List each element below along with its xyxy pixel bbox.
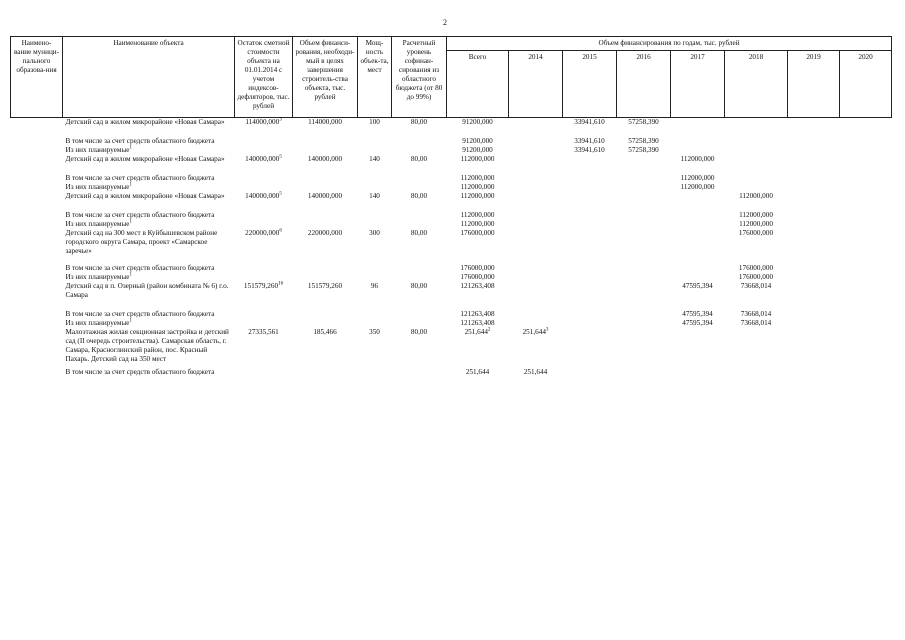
cofinancing-level: 80,00 <box>410 328 428 336</box>
empty-cell <box>788 368 840 389</box>
header-row <box>11 37 892 51</box>
header-funding-group: Объем финансирования по годам, тыс. рублей <box>447 37 892 51</box>
object-name: Детский сад в п. Озерный (район комбината № 6) г.о. Самара <box>65 282 229 299</box>
amount-2018 <box>725 146 788 155</box>
amount-2015: 33941,610 <box>574 146 605 154</box>
cofinancing-level <box>392 264 447 273</box>
empty-cell <box>788 220 840 229</box>
remaining-cost: 27335,561 <box>248 328 279 336</box>
amount-2017 <box>671 137 725 146</box>
amount-2014: 251,644 <box>523 368 548 376</box>
amount-2014 <box>509 146 563 155</box>
cofinancing-level <box>392 319 447 328</box>
funding-volume <box>293 264 358 273</box>
amount-2015 <box>563 192 617 211</box>
empty-cell <box>788 137 840 146</box>
header-municipality: Наимено-вание муници-пального образова-ния <box>11 37 63 118</box>
remaining-cost: 114000,000$^3$ <box>245 117 282 126</box>
amount-2014 <box>509 155 563 174</box>
header-year: 2014 <box>509 51 563 118</box>
cofinancing-level <box>392 137 447 146</box>
cofinancing-level <box>392 146 447 155</box>
table-body <box>11 118 892 390</box>
amount-2016: 57258,390 <box>628 118 659 126</box>
amount-2016 <box>617 229 671 264</box>
amount-2018 <box>725 328 788 368</box>
funding-volume <box>293 211 358 220</box>
cofinancing-level: 80,00 <box>410 155 428 163</box>
amount-2016 <box>617 211 671 220</box>
object-name: В том числе за счет средств областного бюджета <box>65 264 215 272</box>
footnote-ref: 16 <box>278 281 284 287</box>
empty-cell <box>11 118 63 138</box>
amount-2015 <box>563 273 617 282</box>
footnote-ref: 1 <box>129 145 132 151</box>
empty-cell <box>840 192 892 211</box>
amount-2016 <box>617 174 671 183</box>
remaining-cost <box>235 211 293 220</box>
remaining-cost <box>235 183 293 192</box>
total-amount: 251,644 <box>465 368 490 376</box>
amount-2017: 47595,394 <box>682 310 713 318</box>
amount-2017 <box>671 273 725 282</box>
table-row <box>11 310 892 319</box>
amount-2017 <box>671 146 725 155</box>
amount-2015 <box>563 174 617 183</box>
capacity: 100 <box>369 118 380 126</box>
remaining-cost: 151579,260$^{16}$ <box>243 281 284 290</box>
amount-2018: 112000,000 <box>739 192 773 200</box>
empty-cell <box>788 146 840 155</box>
empty-cell <box>840 155 892 174</box>
empty-cell <box>840 220 892 229</box>
empty-cell <box>11 211 63 220</box>
funding-volume: 114000,000 <box>308 118 342 126</box>
empty-cell <box>11 310 63 319</box>
amount-2015: 33941,610 <box>574 137 605 145</box>
empty-cell <box>11 174 63 183</box>
footnote-ref: 3 <box>545 327 549 333</box>
empty-cell <box>11 220 63 229</box>
remaining-cost <box>235 146 293 155</box>
empty-cell <box>840 211 892 220</box>
amount-2018 <box>725 118 788 138</box>
footnote-ref: 5 <box>279 154 282 160</box>
remaining-cost <box>235 137 293 146</box>
cofinancing-level: 80,00 <box>410 229 428 237</box>
capacity <box>358 368 392 389</box>
amount-2015 <box>563 328 617 368</box>
footnote-ref: 2 <box>487 327 491 333</box>
amount-2015 <box>563 282 617 310</box>
funding-volume: 185,466 <box>313 328 337 336</box>
amount-2014 <box>509 137 563 146</box>
header-volume: Объем финанси-рования, необходи-мый в целях завершения строитель-ства объекта, тыс. рублей <box>293 37 358 118</box>
empty-cell <box>840 137 892 146</box>
cofinancing-level <box>392 174 447 183</box>
amount-2015 <box>563 229 617 264</box>
table-row <box>11 328 892 368</box>
header-level: Расчетный уровень софинан-сирования из областного бюджета (от 80 до 99%) <box>392 37 447 118</box>
empty-cell <box>11 319 63 328</box>
funding-volume: 140000,000 <box>307 192 343 200</box>
amount-2016 <box>617 310 671 319</box>
amount-2015 <box>563 319 617 328</box>
header-year: 2015 <box>563 51 617 118</box>
amount-2016: 57258,390 <box>628 146 659 154</box>
amount-2015 <box>563 368 617 389</box>
amount-2018 <box>725 137 788 146</box>
object-name: Детский сад в жилом микрорайоне «Новая Самара» <box>65 155 225 163</box>
header-year: 2018 <box>725 51 788 118</box>
total-amount: 112000,000 <box>460 174 495 182</box>
table-row <box>11 273 892 282</box>
amount-2016 <box>617 155 671 174</box>
footnote-ref: 6 <box>279 228 282 234</box>
empty-cell <box>840 118 892 138</box>
object-name: Малоэтажная жилая секционная застройка и детский сад (II очередь строительства). Самарская область, г. Самара, Красноглинский район, пос. Красный Пахарь. Детский сад на 350 мест <box>65 328 229 363</box>
empty-cell <box>788 229 840 264</box>
amount-2015 <box>563 211 617 220</box>
total-amount: 121263,408 <box>460 319 495 327</box>
amount-2017 <box>671 192 725 211</box>
amount-2018 <box>725 368 788 389</box>
capacity <box>358 183 392 192</box>
empty-cell <box>788 183 840 192</box>
empty-cell <box>840 328 892 368</box>
empty-cell <box>11 137 63 146</box>
amount-2016 <box>617 273 671 282</box>
footnote-ref: 1 <box>129 182 132 188</box>
object-name: В том числе за счет средств областного бюджета <box>65 174 215 182</box>
amount-2018: 73668,014 <box>740 282 772 290</box>
total-amount: 176000,000 <box>460 273 495 281</box>
remaining-cost <box>235 368 293 389</box>
amount-2014: 251,644$^3$ <box>522 327 549 336</box>
capacity <box>358 319 392 328</box>
amount-2014 <box>509 118 563 138</box>
footnote-ref: 3 <box>279 117 282 123</box>
empty-cell <box>788 328 840 368</box>
empty-cell <box>840 368 892 389</box>
amount-2014 <box>509 310 563 319</box>
amount-2017 <box>671 328 725 368</box>
amount-2017 <box>671 229 725 264</box>
table-row <box>11 174 892 183</box>
total-amount: 112000,000 <box>460 183 495 191</box>
object-name: Из них планируемые$^1$ <box>65 145 132 154</box>
table-row <box>11 146 892 155</box>
amount-2016 <box>617 282 671 310</box>
empty-cell <box>11 155 63 174</box>
amount-2017 <box>671 368 725 389</box>
funding-volume <box>293 310 358 319</box>
amount-2017: 47595,394 <box>682 282 713 290</box>
header-year: 2017 <box>671 51 725 118</box>
funding-volume <box>293 174 358 183</box>
amount-2014 <box>509 220 563 229</box>
amount-2018: 73668,014 <box>740 319 772 327</box>
amount-2018 <box>725 174 788 183</box>
total-amount: 121263,408 <box>460 282 495 290</box>
empty-cell <box>11 368 63 389</box>
object-name: Из них планируемые$^1$ <box>65 182 132 191</box>
amount-2018: 73668,014 <box>740 310 772 318</box>
remaining-cost: 140000,000$^5$ <box>245 154 282 163</box>
funding-volume <box>293 319 358 328</box>
amount-2017 <box>671 264 725 273</box>
object-name: В том числе за счет средств областного бюджета <box>65 368 215 376</box>
empty-cell <box>788 273 840 282</box>
capacity <box>358 273 392 282</box>
amount-2014 <box>509 229 563 264</box>
amount-2017: 112000,000 <box>680 155 715 163</box>
funding-volume <box>293 146 358 155</box>
remaining-cost <box>235 319 293 328</box>
empty-cell <box>11 282 63 310</box>
amount-2016 <box>617 192 671 211</box>
funding-volume: 220000,000 <box>307 229 343 237</box>
amount-2014 <box>509 282 563 310</box>
amount-2017 <box>671 211 725 220</box>
amount-2015 <box>563 220 617 229</box>
header-year: 2019 <box>788 51 840 118</box>
total-amount: 176000,000 <box>460 264 495 272</box>
header-year: 2016 <box>617 51 671 118</box>
amount-2017: 47595,394 <box>682 319 713 327</box>
capacity: 96 <box>370 282 379 290</box>
object-name: Детский сад в жилом микрорайоне «Новая Самара» <box>65 118 225 126</box>
amount-2018 <box>725 183 788 192</box>
funding-table <box>10 36 892 389</box>
capacity <box>358 174 392 183</box>
table-row <box>11 229 892 264</box>
capacity: 140 <box>369 155 380 163</box>
cofinancing-level: 80,00 <box>410 118 428 126</box>
table-row <box>11 220 892 229</box>
amount-2018: 176000,000 <box>738 273 774 281</box>
empty-cell <box>788 118 840 138</box>
amount-2016 <box>617 328 671 368</box>
remaining-cost: 140000,000$^5$ <box>245 191 282 200</box>
cofinancing-level <box>392 368 447 389</box>
cofinancing-level <box>392 220 447 229</box>
empty-cell <box>788 310 840 319</box>
object-name: Из них планируемые$^1$ <box>65 272 132 281</box>
cofinancing-level <box>392 183 447 192</box>
funding-volume <box>293 368 358 389</box>
empty-cell <box>788 282 840 310</box>
page-number: 2 <box>443 18 447 27</box>
empty-cell <box>11 183 63 192</box>
amount-2017: 112000,000 <box>680 183 715 191</box>
funding-volume <box>293 183 358 192</box>
remaining-cost <box>235 174 293 183</box>
amount-2016 <box>617 220 671 229</box>
total-amount: 91200,000 <box>462 137 493 145</box>
object-name: Из них планируемые$^1$ <box>65 219 132 228</box>
empty-cell <box>788 174 840 183</box>
table-row <box>11 183 892 192</box>
capacity: 140 <box>369 192 380 200</box>
footnote-ref: 5 <box>279 191 282 197</box>
header-object: Наименование объекта <box>63 37 235 118</box>
amount-2018: 176000,000 <box>738 229 774 237</box>
capacity <box>358 211 392 220</box>
object-name: Детский сад на 300 мест в Куйбышевском районе городского округа Самара, проект «Самарское заречье» <box>65 229 218 255</box>
funding-volume <box>293 137 358 146</box>
remaining-cost <box>235 273 293 282</box>
empty-cell <box>11 328 63 368</box>
amount-2016 <box>617 183 671 192</box>
remaining-cost <box>235 220 293 229</box>
amount-2016 <box>617 264 671 273</box>
remaining-cost <box>235 310 293 319</box>
total-amount: 91200,000 <box>462 146 493 154</box>
empty-cell <box>840 273 892 282</box>
total-amount: 91200,000 <box>462 118 493 126</box>
empty-cell <box>11 264 63 273</box>
cofinancing-level <box>392 211 447 220</box>
amount-2015 <box>563 155 617 174</box>
table-row <box>11 282 892 310</box>
amount-2014 <box>509 211 563 220</box>
amount-2015 <box>563 264 617 273</box>
object-name: Из них планируемые$^1$ <box>65 318 132 327</box>
capacity: 350 <box>369 328 380 336</box>
empty-cell <box>840 264 892 273</box>
amount-2014 <box>509 192 563 211</box>
funding-volume: 151579,260 <box>307 282 343 290</box>
empty-cell <box>840 183 892 192</box>
object-name: В том числе за счет средств областного бюджета <box>65 137 215 145</box>
empty-cell <box>11 229 63 264</box>
empty-cell <box>788 211 840 220</box>
table-row <box>11 368 892 389</box>
amount-2014 <box>509 183 563 192</box>
amount-2014 <box>509 319 563 328</box>
table-row <box>11 211 892 220</box>
header-remaining: Остаток сметной стоимости объекта на 01.01.2014 с учетом индексов-дефляторов, тыс. рублей <box>235 37 293 118</box>
amount-2016: 57258,390 <box>628 137 659 145</box>
total-amount: 251,644$^2$ <box>464 327 491 336</box>
table-row <box>11 192 892 211</box>
amount-2015 <box>563 310 617 319</box>
cofinancing-level: 80,00 <box>410 192 428 200</box>
total-amount: 112000,000 <box>460 155 495 163</box>
object-name: Детский сад в жилом микрорайоне «Новая Самара» <box>65 192 225 200</box>
footnote-ref: 1 <box>129 318 132 324</box>
empty-cell <box>788 155 840 174</box>
total-amount: 112000,000 <box>460 192 495 200</box>
cofinancing-level <box>392 310 447 319</box>
table-row <box>11 137 892 146</box>
empty-cell <box>788 264 840 273</box>
amount-2018: 112000,000 <box>739 211 773 219</box>
empty-cell <box>840 174 892 183</box>
object-name: В том числе за счет средств областного бюджета <box>65 310 215 318</box>
funding-volume: 140000,000 <box>307 155 343 163</box>
amount-2015: 33941,610 <box>574 118 605 126</box>
empty-cell <box>840 319 892 328</box>
header-year: Всего <box>447 51 509 118</box>
table-row <box>11 118 892 138</box>
amount-2018: 176000,000 <box>738 264 774 272</box>
empty-cell <box>788 192 840 211</box>
cofinancing-level <box>392 273 447 282</box>
header-capacity: Мощ-ность объек-та, мест <box>358 37 392 118</box>
funding-volume <box>293 273 358 282</box>
total-amount: 121263,408 <box>460 310 495 318</box>
amount-2014 <box>509 174 563 183</box>
table-row <box>11 155 892 174</box>
table-row <box>11 319 892 328</box>
capacity <box>358 310 392 319</box>
amount-2014 <box>509 273 563 282</box>
object-name: В том числе за счет средств областного бюджета <box>65 211 215 219</box>
remaining-cost: 220000,000$^6$ <box>245 228 282 237</box>
total-amount: 176000,000 <box>460 229 495 237</box>
total-amount: 112000,000 <box>460 211 495 219</box>
table-row <box>11 264 892 273</box>
amount-2016 <box>617 319 671 328</box>
empty-cell <box>11 273 63 282</box>
empty-cell <box>840 310 892 319</box>
amount-2014 <box>509 264 563 273</box>
amount-2018 <box>725 155 788 174</box>
empty-cell <box>11 146 63 155</box>
header-year: 2020 <box>840 51 892 118</box>
capacity <box>358 264 392 273</box>
capacity: 300 <box>369 229 380 237</box>
amount-2017 <box>671 118 725 138</box>
empty-cell <box>840 229 892 264</box>
empty-cell <box>11 192 63 211</box>
footnote-ref: 1 <box>129 272 132 278</box>
amount-2016 <box>617 368 671 389</box>
amount-2015 <box>563 183 617 192</box>
footnote-ref: 1 <box>129 219 132 225</box>
empty-cell <box>840 282 892 310</box>
amount-2017 <box>671 220 725 229</box>
remaining-cost <box>235 264 293 273</box>
funding-volume <box>293 220 358 229</box>
capacity <box>358 137 392 146</box>
capacity <box>358 146 392 155</box>
empty-cell <box>788 319 840 328</box>
empty-cell <box>840 146 892 155</box>
amount-2017: 112000,000 <box>680 174 715 182</box>
cofinancing-level: 80,00 <box>410 282 428 290</box>
total-amount: 112000,000 <box>460 220 495 228</box>
amount-2018: 112000,000 <box>739 220 773 228</box>
capacity <box>358 220 392 229</box>
